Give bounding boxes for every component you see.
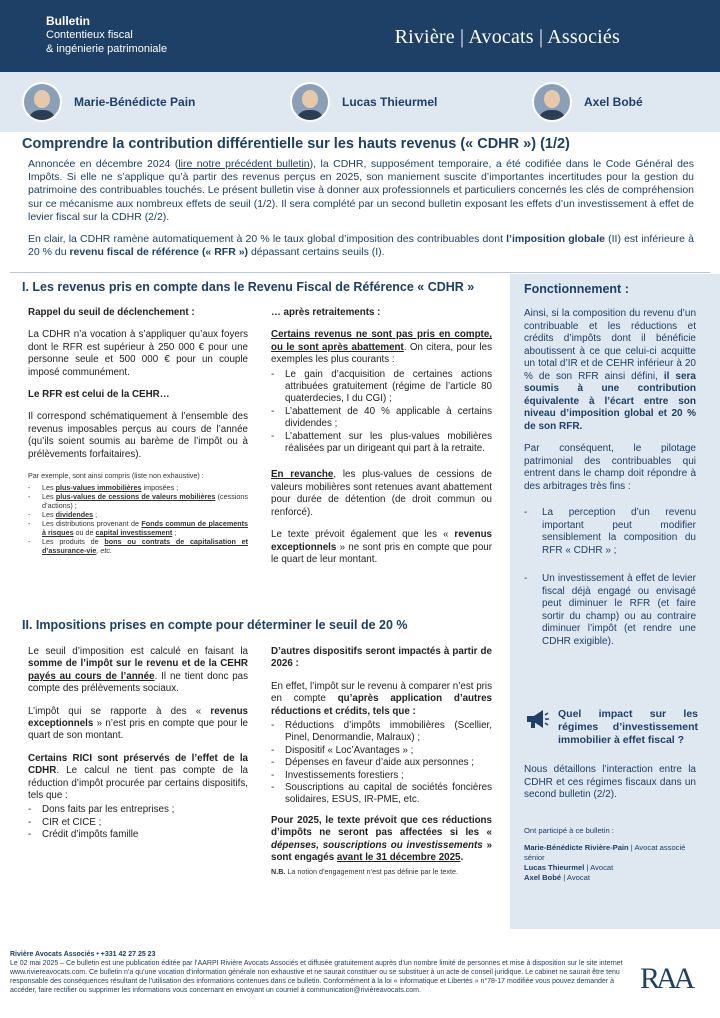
paragraph xyxy=(271,681,492,718)
bulletin-title: Bulletin xyxy=(46,14,90,28)
paragraph: Par conséquent, le pilotage patrimonial des contribuables qui entrent dans le champ doit répondre à des arbitrages très fins : xyxy=(524,443,696,492)
text: Certains revenus ne sont pas pris en compte, ou le sont après abattement xyxy=(271,329,492,353)
contributor xyxy=(524,863,704,873)
callout-question: Quel impact sur les régimes d’investissement immobilier à effet fiscal ? xyxy=(558,708,698,746)
author-2 xyxy=(290,82,437,122)
section-1-title: I. Les revenus pris en compte dans le Revenu Fiscal de Référence « CDHR » xyxy=(22,280,475,294)
list-item: - Un investissement à effet de levier fiscal déjà engagé ou envisagé peut diminuer le RFR (et faire sortir du champ) ou au contraire diminuer l’impôt (et rendre une CDHR exigible). xyxy=(524,573,696,648)
list-item: - L’abattement sur les plus-values mobilières réalisées par un dirigeant qui part à la retraite. xyxy=(271,431,492,456)
text: . Il ne tient donc pas compte des prélèvements sociaux. xyxy=(28,670,249,695)
firm-brand: Rivière | Avocats | Associés xyxy=(394,26,620,48)
previous-bulletin-link[interactable]: lire notre précédent bulletin xyxy=(178,158,310,170)
author-3 xyxy=(532,82,643,122)
text: dépassant certains seuils (I). xyxy=(248,246,385,259)
footer xyxy=(10,950,630,995)
section-2-left-column xyxy=(28,646,248,850)
list-item: - L’abattement de 40 % applicable à certains dividendes ; xyxy=(271,406,492,431)
sidebar-closing xyxy=(524,764,696,812)
paragraph: Il correspond schématiquement à l’ensemble des revenus imposables perçus au cours de l’année (qu’ils soient soumis au barème de l’impôt ou à prélèvements forfaitaires). xyxy=(28,411,248,460)
text: Ainsi, si la composition du revenu d’un contribuable et les réductions et crédits d’impôts dont il bénéficie aboutissent à ce que celui-ci acquitte un total d’IR et de CEHR inférieur à 20 % de son RFR ainsi défini, xyxy=(524,308,696,382)
text: Les produits de xyxy=(42,537,105,547)
list-item: - Le gain d’acquisition de certaines actions attribuées gratuitement (régime de l’article 80 quaterdecies, I du CGI) ; xyxy=(271,369,492,406)
author-1 xyxy=(22,82,195,122)
list-item: - Réductions d’impôts immobilières (Scellier, Pinel, Denormandie, Malraux) ; xyxy=(271,720,492,745)
list-item xyxy=(28,492,248,510)
text: somme de l’impôt sur le revenu et de la CEHR xyxy=(28,658,248,670)
text: dividendes xyxy=(55,510,94,520)
examples-intro: Par exemple, sont ainsi compris (liste non exhaustive) : xyxy=(28,471,204,481)
text: Les xyxy=(42,510,56,520)
text: Lucas Thieurmel xyxy=(524,863,585,872)
firm-logo: RAA xyxy=(640,962,692,995)
author-name: Axel Bobé xyxy=(584,95,643,109)
section-2-title: II. Impositions prises en compte pour déterminer le seuil de 20 % xyxy=(22,618,408,632)
text: il sera soumis à une contribution équivalente à l’écart entre son niveau d’imposition global et 20 % de son RFR. xyxy=(524,370,696,432)
text: Fonds commun de placements à risques xyxy=(42,519,248,538)
text: capital investissement xyxy=(95,528,173,538)
text: . On citera, pour les exemples les plus courants : xyxy=(271,341,492,366)
text: Les xyxy=(42,483,56,493)
preserved-list xyxy=(28,804,248,841)
sidebar-panel xyxy=(510,274,720,929)
section-1-left-column xyxy=(28,307,248,563)
contributor xyxy=(524,843,704,863)
text: | Avocat associé sénior xyxy=(524,843,686,862)
author-name: Lucas Thieurmel xyxy=(342,95,438,109)
contributors-intro: Ont participé à ce bulletin : xyxy=(524,826,614,835)
text: Marie-Bénédicte Rivière-Pain xyxy=(524,843,629,852)
text: . Le calcul ne tient pas compte de la réduction d’impôt procurée par certains dispositifs, tels que : xyxy=(28,765,248,802)
text: ), la CDHR, supposément temporaire, a été codifiée dans le Code Général des Impôts. Si elle ne s’applique qu’à partir des revenus perçus en 2025, son maniement suscite d’importantes incertitudes pour la gestion du patrimoine des contribuables touchés. Le présent bulletin vise à donner aux professionnels et particuliers concernés les clés de compréhension sur ce mécanisme aux nombreux effets de seuil (1/2). Il sera complété par un second bulletin exposant les effets d’un investissement à effet de levier fiscal sur la CDHR (2/2). xyxy=(28,158,695,223)
impacted-list xyxy=(271,720,492,807)
bulletin-subtitle-1: Contentieux fiscal xyxy=(46,29,133,41)
paragraph xyxy=(271,529,492,566)
text: ; xyxy=(93,510,98,520)
text: Axel Bobé xyxy=(524,873,562,882)
page-title: Comprendre la contribution différentielle sur les hauts revenus (« CDHR ») (1/2) xyxy=(22,136,570,152)
sidebar-body xyxy=(524,308,696,658)
bulletin-label xyxy=(46,14,167,56)
text: La notion d’engagement n’est pas définie par le texte. xyxy=(285,866,458,876)
text: ou de xyxy=(73,528,96,538)
author-name: Marie-Bénédicte Pain xyxy=(74,95,196,109)
paragraph xyxy=(28,706,248,743)
paragraph xyxy=(524,308,696,433)
text: Le texte prévoit également que les « xyxy=(271,529,455,541)
text: En effet, l’impôt sur le revenu à comparer n’est pris en compte xyxy=(271,680,492,705)
footer-disclaimer: Le 02 mai 2025 – Ce bulletin est une publication éditée par l’AARPI Rivière Avocats Associés et diffusée gratuitement auprès d’un nombre limité de personnes et mise à disposition sur le site internet www.riviereavocats.com. Ce bulletin n’a qu’une vocation d’information générale non exhaustive et ne saurait constituer ou se substituer à un acte de conseil juridique. Le cabinet ne saurait être tenu responsable des conséquences résultant de l’utilisation des informations contenues dans ce bulletin. Conformément à la loi « informatique et Libertés » n°78-17 modifiée vous pouvez demander à accéder, faire rectifier ou supprimer les informations vous concernant en envoyant un courriel à communication@rivièreavocats.com. xyxy=(10,960,623,994)
avatar xyxy=(22,82,62,122)
text: . xyxy=(460,852,464,864)
contributor xyxy=(524,873,704,883)
text: revenus exceptionnels xyxy=(28,705,248,730)
list-item: - Dons faits par les entreprises ; xyxy=(28,804,248,816)
text: Certains RICI sont préservés de l’effet de la CDHR xyxy=(28,752,248,777)
intro-paragraph-1 xyxy=(28,158,694,224)
text: imposées ; xyxy=(141,483,179,493)
list-item xyxy=(28,537,248,555)
text: plus-values immobilières xyxy=(55,483,142,493)
examples-list xyxy=(28,471,248,555)
text: revenus exceptionnels xyxy=(271,529,492,553)
text: dépenses, souscriptions ou investissements xyxy=(271,839,483,851)
list-item xyxy=(28,510,248,519)
subheading: … après retraitements : xyxy=(271,307,381,318)
list-item: - La perception d’un revenu important peut modifier sensiblement la composition du RFR « CDHR » ; xyxy=(524,507,696,557)
text: avant le 31 décembre 2025 xyxy=(336,852,461,864)
paragraph xyxy=(271,815,492,865)
text: payés au cours de l’année xyxy=(28,670,155,682)
intro xyxy=(28,158,694,268)
sidebar-list xyxy=(524,507,696,648)
text: ; xyxy=(172,528,177,538)
text: N.B. xyxy=(271,866,286,876)
intro-paragraph-2 xyxy=(28,233,694,259)
text: » ne sont pris en compte que pour le quart de leur montant. xyxy=(271,541,492,565)
text: En revanche xyxy=(271,469,334,481)
text: » sont engagés xyxy=(271,839,492,864)
avatar xyxy=(290,82,330,122)
list-item: - Dépenses en faveur d’aide aux personnes ; xyxy=(271,757,492,769)
section-2-right-column xyxy=(271,646,492,876)
paragraph xyxy=(271,469,492,519)
section-1-right-column xyxy=(271,307,492,576)
text: Pour 2025, le texte prévoit que ces réductions d’impôts ne seront pas affectées si les « xyxy=(271,814,492,839)
subheading: D’autres dispositifs seront impactés à partir de 2026 : xyxy=(271,646,492,670)
list-item: - Crédit d’impôts famille xyxy=(28,829,248,841)
text: Le seuil d’imposition est calculé en faisant la xyxy=(28,646,248,657)
header-banner xyxy=(0,0,720,72)
text: L’impôt qui se rapporte à des « xyxy=(28,705,211,717)
megaphone-icon xyxy=(524,706,550,732)
paragraph: La CDHR n’a vocation à s’appliquer qu’aux foyers dont le RFR est supérieur à 250 000 € pour une personne seule et 500 000 € pour un couple imposé communément. xyxy=(28,329,248,378)
text: qu’après application d’autres réductions et crédits, tels que : xyxy=(271,693,492,717)
text: Annoncée en décembre 2024 ( xyxy=(28,158,179,170)
text: plus-values de cessions de valeurs mobilières xyxy=(55,492,216,502)
list-item xyxy=(28,519,248,537)
text: l’imposition globale xyxy=(506,233,605,246)
text: | Avocat xyxy=(561,873,590,882)
text: , les plus-values de cessions de valeurs mobilières sont retenues avant abattement pour durée de détention (de droit commun ou renforcé). xyxy=(271,469,493,518)
list-item: - CIR et CICE ; xyxy=(28,817,248,829)
text: (cessions d’actions) ; xyxy=(42,492,248,511)
exclusions-list xyxy=(271,369,492,456)
text: Les distributions provenant de xyxy=(42,519,142,529)
footer-contact: Rivière Avocats Associés • +331 42 27 25 23 xyxy=(10,951,156,958)
list-item: - Souscriptions au capital de sociétés foncières solidaires, ESUS, IR-PME, etc. xyxy=(271,782,492,807)
divider xyxy=(10,272,710,273)
paragraph xyxy=(28,646,248,696)
nb-note xyxy=(271,867,492,876)
text: » n’est pris en compte que pour le quart de son montant. xyxy=(28,718,248,742)
text: revenu fiscal de référence (« RFR ») xyxy=(69,246,249,259)
text: En clair, la CDHR ramène automatiquement à 20 % le taux global d’imposition des contribuables dont xyxy=(28,233,507,246)
list-item xyxy=(28,483,248,492)
text: (II) est inférieure à 20 % du xyxy=(28,233,694,259)
text: , etc. xyxy=(96,546,112,556)
list-item: - Dispositif « Loc’Avantages » ; xyxy=(271,745,492,757)
sidebar-title: Fonctionnement : xyxy=(524,282,629,296)
authors-bar xyxy=(0,72,720,132)
subheading: Rappel du seuil de déclenchement : xyxy=(28,307,195,318)
paragraph xyxy=(28,753,248,803)
paragraph: Nous détaillons l’interaction entre la CDHR et ces régimes fiscaux dans un second bulletin (2/2). xyxy=(524,764,696,800)
subheading: Le RFR est celui de la CEHR… xyxy=(28,389,170,401)
bulletin-subtitle-2: & ingénierie patrimoniale xyxy=(46,43,168,55)
text: bons ou contrats de capitalisation et d’assurance-vie xyxy=(42,537,248,556)
avatar xyxy=(532,82,572,122)
contributors xyxy=(524,826,704,883)
text: | Avocat xyxy=(584,863,614,872)
text: Les xyxy=(42,492,56,502)
paragraph xyxy=(271,329,492,366)
list-item: - Investissements forestiers ; xyxy=(271,770,492,782)
